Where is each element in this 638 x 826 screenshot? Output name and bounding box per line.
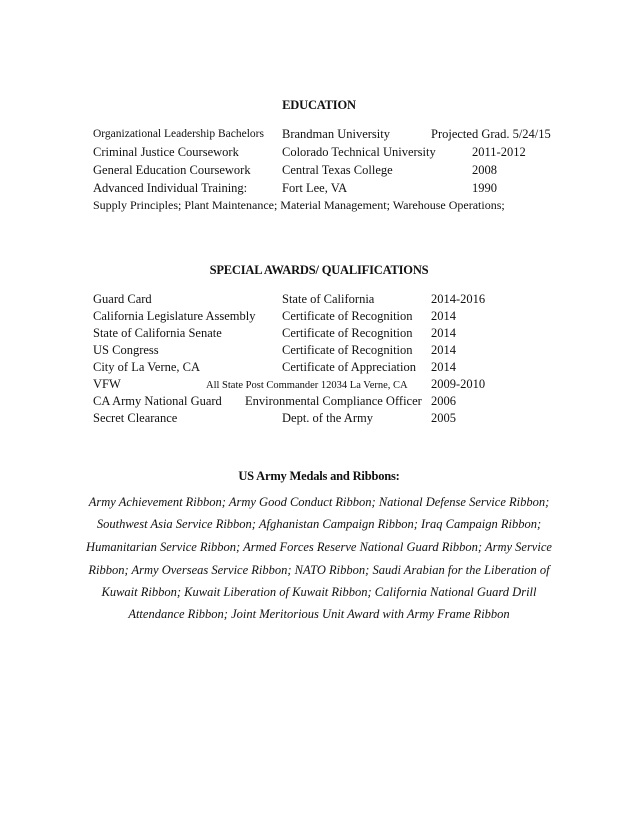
medals-heading: US Army Medals and Ribbons: [238,469,400,483]
award-issuer: Certificate of Recognition [282,343,413,357]
award-row [0,410,638,427]
award-issuer: Certificate of Recognition [282,326,413,340]
medals-line: Kuwait Ribbon; Kuwait Liberation of Kuwait Ribbon; California National Guard Drill [101,585,537,599]
education-school: Brandman University [282,127,390,141]
education-row [0,162,638,179]
award-row [0,342,638,359]
award-row [0,291,638,308]
award-name: Guard Card [93,292,152,306]
award-row [0,325,638,342]
education-date: 2008 [472,163,497,177]
award-row [0,376,638,393]
education-date: 1990 [472,181,497,195]
education-row [0,126,638,143]
education-heading: EDUCATION [282,98,356,112]
award-row [0,359,638,376]
medals-line: Humanitarian Service Ribbon; Armed Forces Reserve National Guard Ribbon; Army Service [86,540,552,554]
award-date: 2014 [431,343,456,357]
medals-line: Ribbon; Army Overseas Service Ribbon; NATO Ribbon; Saudi Arabian for the Liberation of [88,563,550,577]
education-school: Central Texas College [282,163,393,177]
education-note: Supply Principles; Plant Maintenance; Material Management; Warehouse Operations; [93,198,505,212]
award-row [0,308,638,325]
award-row [0,393,638,410]
education-program: General Education Coursework [93,163,251,177]
medals-line: Attendance Ribbon; Joint Meritorious Unit Award with Army Frame Ribbon [128,607,510,621]
award-name: Secret Clearance [93,411,178,425]
award-issuer: All State Post Commander 12034 La Verne, CA [206,380,408,391]
award-date: 2014 [431,326,456,340]
award-issuer: Certificate of Appreciation [282,360,416,374]
education-school: Colorado Technical University [282,145,436,159]
medals-line: Southwest Asia Service Ribbon; Afghanistan Campaign Ribbon; Iraq Campaign Ribbon; [96,517,542,531]
award-issuer: Certificate of Recognition [282,309,413,323]
award-name: CA Army National Guard [93,394,222,408]
education-program: Advanced Individual Training: [93,181,248,195]
education-program: Criminal Justice Coursework [93,145,239,159]
award-date: 2014-2016 [431,292,486,306]
education-note-row [0,197,638,214]
award-date: 2014 [431,309,456,323]
award-name: State of California Senate [93,326,222,340]
education-program: Organizational Leadership Bachelors [93,128,264,140]
award-name: US Congress [93,343,159,357]
award-name: City of La Verne, CA [93,360,201,374]
education-row [0,144,638,161]
education-date: Projected Grad. 5/24/15 [431,127,551,141]
award-date: 2014 [431,360,456,374]
award-issuer: State of California [282,292,375,306]
education-row [0,180,638,197]
education-school: Fort Lee, VA [282,181,348,195]
award-issuer: Environmental Compliance Officer [245,394,422,408]
award-name: California Legislature Assembly [93,309,256,323]
award-date: 2005 [431,411,456,425]
award-issuer: Dept. of the Army [282,411,373,425]
education-date: 2011-2012 [472,145,526,159]
awards-heading: SPECIAL AWARDS/ QUALIFICATIONS [209,263,429,277]
award-date: 2009-2010 [431,377,486,391]
award-date: 2006 [431,394,456,408]
award-name: VFW [93,377,121,391]
medals-line: Army Achievement Ribbon; Army Good Conduct Ribbon; National Defense Service Ribbon; [88,495,550,509]
